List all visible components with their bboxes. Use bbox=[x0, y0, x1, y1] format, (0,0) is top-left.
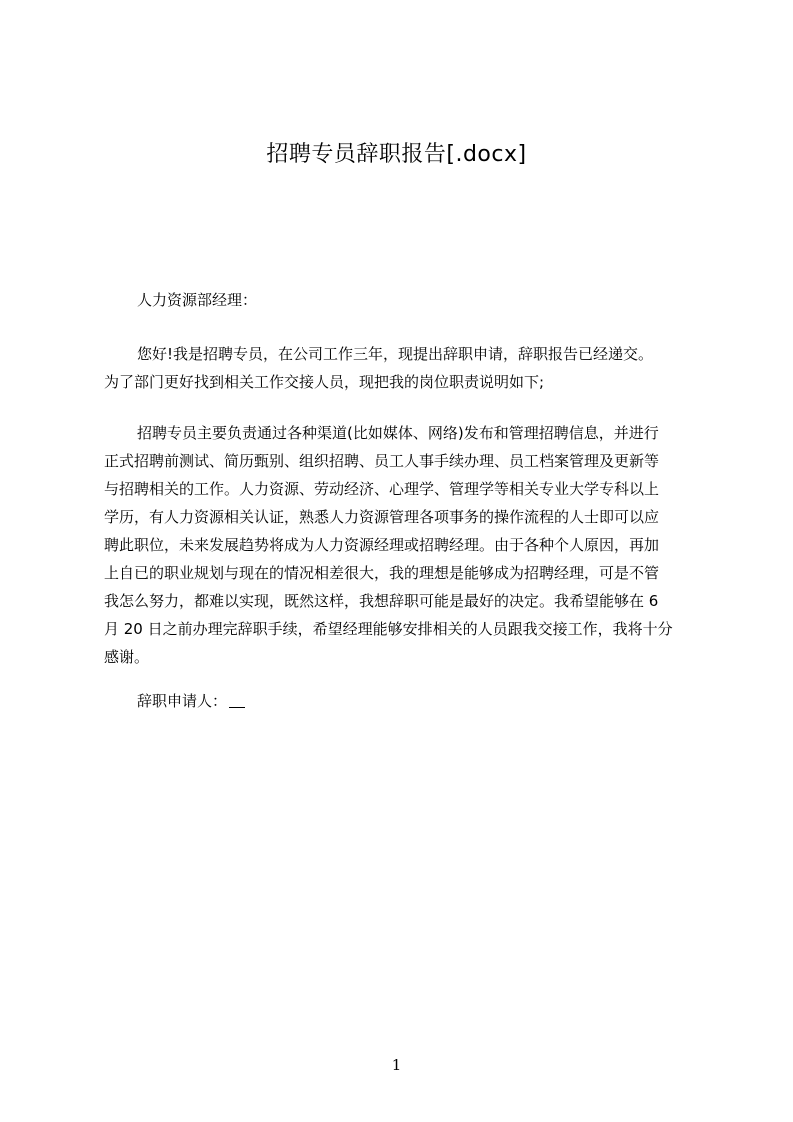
paragraph-line: 感谢。 bbox=[104, 648, 150, 666]
paragraph-line: 招聘专员主要负责通过各种渠道(比如媒体、网络)发布和管理招聘信息，并进行 bbox=[137, 424, 659, 442]
page-number: 1 bbox=[391, 1056, 402, 1074]
paragraph-line: 月 20 日之前办理完辞职手续，希望经理能够安排相关的人员跟我交接工作，我将十分 bbox=[104, 620, 673, 638]
salutation: 人力资源部经理： bbox=[137, 291, 258, 309]
paragraph-intro bbox=[104, 340, 698, 396]
document-title: 招聘专员辞职报告[.docx] bbox=[266, 142, 527, 167]
signature-line bbox=[104, 687, 731, 715]
paragraph-line: 您好!我是招聘专员，在公司工作三年，现提出辞职申请，辞职报告已经递交。 bbox=[137, 345, 654, 363]
paragraph-line: 我怎么努力，都难以实现，既然这样，我想辞职可能是最好的决定。我希望能够在 6 bbox=[104, 592, 659, 610]
paragraph-duties bbox=[104, 419, 698, 671]
paragraph-line: 学历，有人力资源相关认证，熟悉人力资源管理各项事务的操作流程的人士即可以应 bbox=[104, 508, 660, 526]
paragraph-line: 上自已的职业规划与现在的情况相差很大，我的理想是能够成为招聘经理，可是不管 bbox=[104, 564, 660, 582]
signature-label: 辞职申请人： bbox=[137, 692, 228, 710]
signature-blank bbox=[229, 691, 245, 708]
paragraph-line: 与招聘相关的工作。人力资源、劳动经济、心理学、管理学等相关专业大学专科以上 bbox=[104, 480, 660, 498]
paragraph-line: 为了部门更好找到相关工作交接人员，现把我的岗位职责说明如下; bbox=[104, 373, 545, 391]
paragraph-line: 聘此职位，未来发展趋势将成为人力资源经理或招聘经理。由于各种个人原因，再加 bbox=[104, 536, 660, 554]
paragraph-line: 正式招聘前测试、简历甄别、组织招聘、员工人事手续办理、员工档案管理及更新等 bbox=[104, 452, 660, 470]
